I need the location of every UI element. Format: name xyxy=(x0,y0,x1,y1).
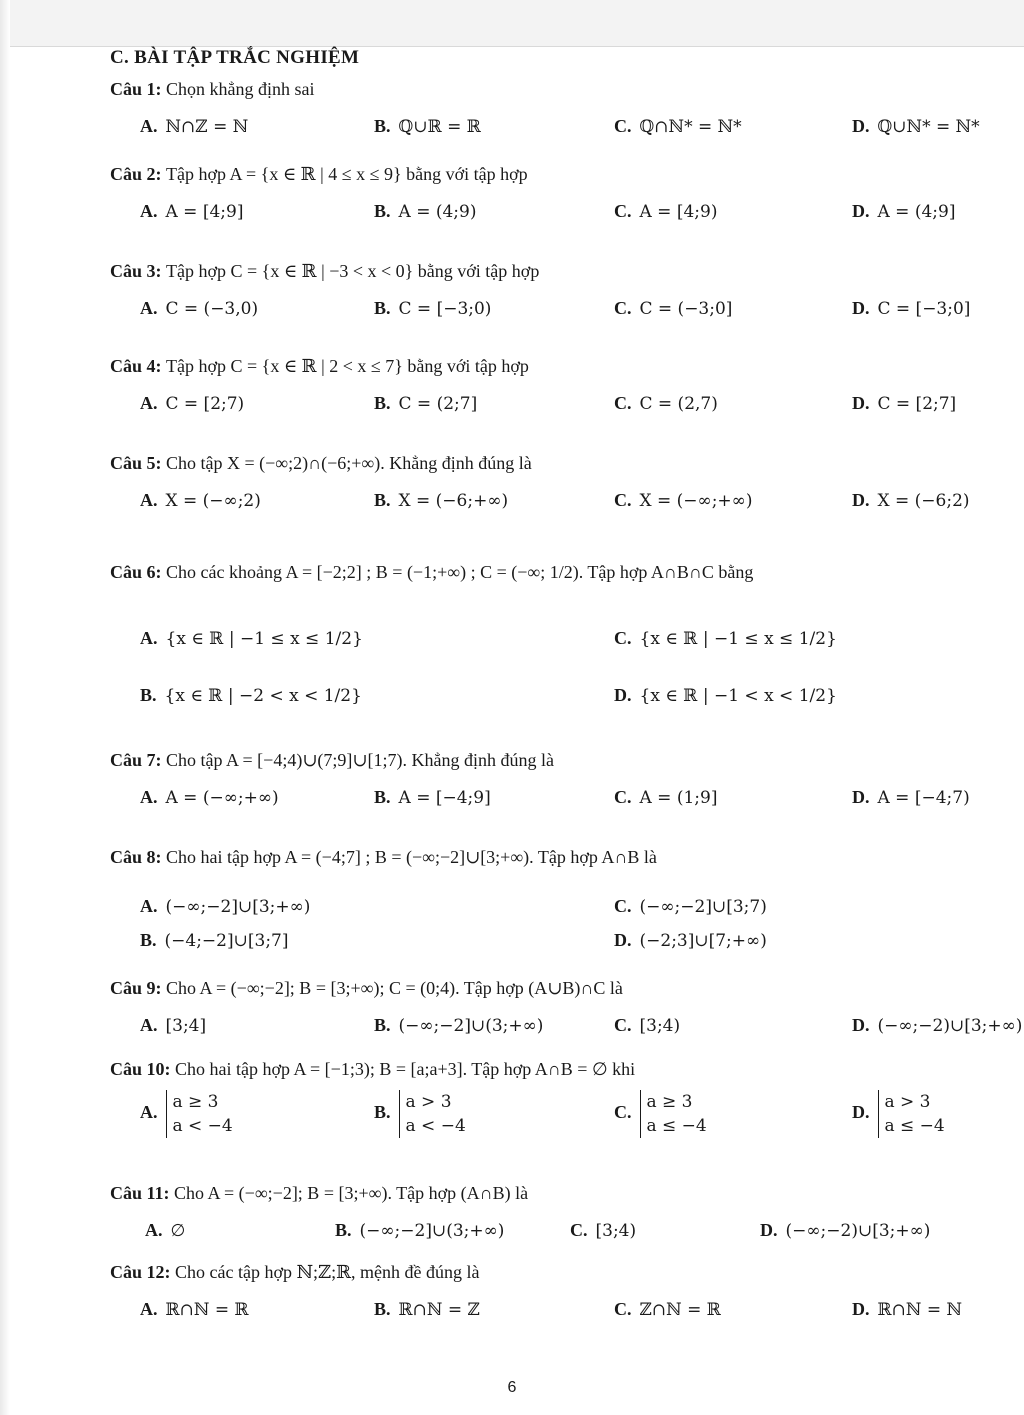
option-d[interactable] xyxy=(852,393,956,414)
option-label: B. xyxy=(374,1015,391,1035)
question-4 xyxy=(110,356,529,377)
option-label: A. xyxy=(140,1102,158,1123)
question-text: Tập hợp C = {x ∈ ℝ | −3 < x < 0} bằng với tập hợp xyxy=(166,261,540,281)
option-text: (−∞;−2]∪[3;7) xyxy=(639,897,767,917)
condition-line: a ≤ −4 xyxy=(884,1116,945,1136)
option-label: B. xyxy=(374,1299,391,1319)
option-bracket-system xyxy=(640,1090,707,1138)
option-a[interactable] xyxy=(140,1090,233,1138)
option-text: A = [4;9) xyxy=(639,202,718,222)
option-bracket-system xyxy=(166,1090,233,1138)
option-text: A = (1;9] xyxy=(639,788,718,808)
option-label: D. xyxy=(852,1015,870,1035)
option-text: X = (−6;2) xyxy=(877,491,970,511)
condition-line: a < −4 xyxy=(405,1116,466,1136)
option-text: A = (4;9) xyxy=(398,202,477,222)
option-label: D. xyxy=(852,201,870,221)
option-text: (−∞;−2]∪(3;+∞) xyxy=(359,1221,505,1241)
option-d[interactable] xyxy=(852,201,955,222)
question-text: Cho tập A = [−4;4)∪(7;9]∪[1;7). Khẳng định đúng là xyxy=(166,750,554,770)
page-number: 6 xyxy=(507,1379,517,1396)
option-text: (−∞;−2)∪[3;+∞) xyxy=(785,1221,931,1241)
option-text: ℚ∩ℕ* = ℕ* xyxy=(639,117,742,137)
option-a[interactable] xyxy=(140,201,243,222)
option-a[interactable] xyxy=(140,1299,249,1320)
question-7 xyxy=(110,750,554,771)
option-d[interactable] xyxy=(852,1090,945,1138)
option-label: C. xyxy=(614,628,632,648)
option-c[interactable] xyxy=(614,201,717,222)
option-b[interactable] xyxy=(335,1220,504,1241)
question-label: Câu 6: xyxy=(110,562,167,582)
option-d[interactable] xyxy=(852,787,970,808)
question-6 xyxy=(110,562,753,583)
option-c[interactable] xyxy=(614,1015,680,1036)
option-c[interactable] xyxy=(614,116,742,137)
question-text: Cho các tập hợp ℕ;ℤ;ℝ, mệnh đề đúng là xyxy=(175,1262,480,1282)
option-label: B. xyxy=(374,490,391,510)
option-label: B. xyxy=(335,1220,352,1240)
question-8 xyxy=(110,847,657,868)
option-label: D. xyxy=(852,393,870,413)
option-text: (−4;−2]∪[3;7] xyxy=(164,931,289,951)
option-text: A = [−4;7) xyxy=(877,788,970,808)
option-label: C. xyxy=(614,896,632,916)
option-label: D. xyxy=(852,490,870,510)
condition-line: a > 3 xyxy=(405,1092,452,1112)
question-text: Chọn khẳng định sai xyxy=(166,79,315,99)
option-text: ℚ∪ℕ* = ℕ* xyxy=(877,117,980,137)
option-d[interactable] xyxy=(852,298,970,319)
option-b[interactable] xyxy=(374,787,491,808)
option-label: C. xyxy=(614,201,632,221)
option-label: B. xyxy=(374,298,391,318)
option-a[interactable] xyxy=(145,1220,185,1241)
option-label: B. xyxy=(374,393,391,413)
option-text: [3;4] xyxy=(165,1016,207,1036)
option-c[interactable] xyxy=(614,1090,707,1138)
option-label: D. xyxy=(760,1220,778,1240)
option-d[interactable] xyxy=(852,116,980,137)
option-label: B. xyxy=(140,930,157,950)
option-d[interactable] xyxy=(760,1220,930,1241)
question-text: Cho hai tập hợp A = [−1;3); B = [a;a+3]. Tập hợp A∩B = ∅ khi xyxy=(175,1059,636,1079)
question-text: Cho hai tập hợp A = (−4;7] ; B = (−∞;−2]∪[3;+∞). Tập hợp A∩B là xyxy=(166,847,657,867)
option-text: (−∞;−2)∪[3;+∞) xyxy=(877,1016,1023,1036)
question-11 xyxy=(110,1183,528,1204)
option-b[interactable] xyxy=(140,685,362,706)
option-label: D. xyxy=(852,787,870,807)
option-c[interactable] xyxy=(614,393,718,414)
question-label: Câu 5: xyxy=(110,453,167,473)
option-label: C. xyxy=(614,1299,632,1319)
option-b[interactable] xyxy=(140,930,289,951)
option-label: A. xyxy=(140,201,158,221)
condition-line: a < −4 xyxy=(172,1116,233,1136)
option-text: {x ∈ ℝ | −2 < x < 1/2} xyxy=(164,686,362,706)
option-label: D. xyxy=(614,930,632,950)
question-label: Câu 10: xyxy=(110,1059,176,1079)
option-label: C. xyxy=(570,1220,588,1240)
option-text: ∅ xyxy=(170,1221,186,1241)
option-a[interactable] xyxy=(140,628,363,649)
option-label: A. xyxy=(140,298,158,318)
option-text: ℝ∩ℕ = ℤ xyxy=(398,1300,480,1320)
question-1 xyxy=(110,79,315,100)
option-label: C. xyxy=(614,1015,632,1035)
option-text: {x ∈ ℝ | −1 < x < 1/2} xyxy=(639,686,837,706)
question-text: Tập hợp C = {x ∈ ℝ | 2 < x ≤ 7} bằng với tập hợp xyxy=(166,356,529,376)
option-text: C = (2,7) xyxy=(639,394,718,414)
option-c[interactable] xyxy=(614,298,732,319)
option-text: (−∞;−2]∪[3;+∞) xyxy=(165,897,311,917)
question-label: Câu 2: xyxy=(110,164,167,184)
option-text: (−2;3]∪[7;+∞) xyxy=(639,931,767,951)
option-text: A = (−∞;+∞) xyxy=(165,788,279,808)
option-text: X = (−∞;+∞) xyxy=(639,491,753,511)
option-a[interactable] xyxy=(140,896,310,917)
condition-line: a > 3 xyxy=(884,1092,931,1112)
option-b[interactable] xyxy=(374,1015,543,1036)
option-label: A. xyxy=(140,628,158,648)
option-text: {x ∈ ℝ | −1 ≤ x ≤ 1/2} xyxy=(165,629,363,649)
option-text: C = (−3,0) xyxy=(165,299,259,319)
option-a[interactable] xyxy=(140,298,258,319)
option-label: B. xyxy=(374,787,391,807)
option-label: A. xyxy=(140,787,158,807)
question-text: Cho A = (−∞;−2]; B = [3;+∞). Tập hợp (A∩B) là xyxy=(174,1183,529,1203)
question-label: Câu 1: xyxy=(110,79,167,99)
question-9 xyxy=(110,978,623,999)
section-title: C. BÀI TẬP TRẮC NGHIỆM xyxy=(110,47,360,68)
option-b[interactable] xyxy=(374,201,476,222)
option-bracket-system xyxy=(399,1090,466,1138)
option-c[interactable] xyxy=(614,1299,721,1320)
option-label: D. xyxy=(852,1102,870,1123)
option-d[interactable] xyxy=(852,1015,1022,1036)
option-a[interactable] xyxy=(140,787,279,808)
option-b[interactable] xyxy=(374,116,481,137)
option-b[interactable] xyxy=(374,298,491,319)
option-text: A = (4;9] xyxy=(877,202,956,222)
question-2 xyxy=(110,164,528,185)
option-label: C. xyxy=(614,298,632,318)
option-b[interactable] xyxy=(374,1299,480,1320)
option-label: A. xyxy=(140,1299,158,1319)
option-text: A = [−4;9] xyxy=(398,788,491,808)
option-text: ℚ∪ℝ = ℝ xyxy=(398,117,481,137)
option-d[interactable] xyxy=(614,930,767,951)
question-text: Cho các khoảng A = [−2;2] ; B = (−1;+∞) ; C = (−∞; 1/2). Tập hợp A∩B∩C bằng xyxy=(166,562,754,582)
option-label: C. xyxy=(614,116,632,136)
option-text: [3;4) xyxy=(639,1016,681,1036)
option-c[interactable] xyxy=(614,896,767,917)
condition-line: a ≤ −4 xyxy=(646,1116,707,1136)
option-text: ℤ∩ℕ = ℝ xyxy=(639,1300,721,1320)
question-text: Cho A = (−∞;−2]; B = [3;+∞); C = (0;4). Tập hợp (A∪B)∩C là xyxy=(166,978,623,998)
condition-line: a ≥ 3 xyxy=(172,1092,219,1112)
option-label: C. xyxy=(614,1102,632,1123)
option-bracket-system xyxy=(878,1090,945,1138)
option-text: C = (2;7] xyxy=(398,394,478,414)
question-label: Câu 3: xyxy=(110,261,167,281)
option-a[interactable] xyxy=(140,490,261,511)
option-label: C. xyxy=(614,787,632,807)
question-12 xyxy=(110,1262,480,1283)
option-label: A. xyxy=(140,896,158,916)
option-c[interactable] xyxy=(614,628,837,649)
option-text: ℕ∩ℤ = ℕ xyxy=(165,117,249,137)
option-c[interactable] xyxy=(614,787,717,808)
option-text: (−∞;−2]∪(3;+∞) xyxy=(398,1016,544,1036)
page-left-edge xyxy=(0,0,10,1415)
option-text: ℝ∩ℕ = ℝ xyxy=(165,1300,249,1320)
option-label: A. xyxy=(140,116,158,136)
option-b[interactable] xyxy=(374,1090,466,1138)
option-text: ℝ∩ℕ = ℕ xyxy=(877,1300,963,1320)
condition-line: a ≥ 3 xyxy=(646,1092,693,1112)
viewer-top-bar xyxy=(0,0,1024,47)
option-text: C = [−3;0) xyxy=(398,299,492,319)
option-label: D. xyxy=(852,1299,870,1319)
option-c[interactable] xyxy=(570,1220,636,1241)
question-text: Cho tập X = (−∞;2)∩(−6;+∞). Khẳng định đúng là xyxy=(166,453,532,473)
option-a[interactable] xyxy=(140,1015,206,1036)
option-d[interactable] xyxy=(852,490,970,511)
option-text: X = (−∞;2) xyxy=(165,491,261,511)
option-c[interactable] xyxy=(614,490,752,511)
option-label: D. xyxy=(852,298,870,318)
option-a[interactable] xyxy=(140,116,248,137)
question-label: Câu 12: xyxy=(110,1262,176,1282)
question-label: Câu 8: xyxy=(110,847,167,867)
option-label: C. xyxy=(614,393,632,413)
question-3 xyxy=(110,261,539,282)
question-label: Câu 11: xyxy=(110,1183,175,1203)
question-5 xyxy=(110,453,532,474)
option-text: C = [−3;0] xyxy=(877,299,971,319)
option-label: A. xyxy=(145,1220,163,1240)
option-label: B. xyxy=(140,685,157,705)
option-label: A. xyxy=(140,490,158,510)
option-label: D. xyxy=(852,116,870,136)
option-b[interactable] xyxy=(374,393,477,414)
option-label: D. xyxy=(614,685,632,705)
question-label: Câu 4: xyxy=(110,356,167,376)
option-label: B. xyxy=(374,1102,391,1123)
option-label: A. xyxy=(140,393,158,413)
option-d[interactable] xyxy=(614,685,837,706)
option-label: B. xyxy=(374,201,391,221)
option-text: {x ∈ ℝ | −1 ≤ x ≤ 1/2} xyxy=(639,629,837,649)
option-text: C = [2;7) xyxy=(165,394,245,414)
option-text: X = (−6;+∞) xyxy=(398,491,509,511)
question-label: Câu 9: xyxy=(110,978,167,998)
question-10 xyxy=(110,1059,635,1080)
option-text: C = (−3;0] xyxy=(639,299,733,319)
question-label: Câu 7: xyxy=(110,750,167,770)
option-text: C = [2;7] xyxy=(877,394,957,414)
option-d[interactable] xyxy=(852,1299,962,1320)
option-text: A = [4;9] xyxy=(165,202,244,222)
option-text: [3;4) xyxy=(595,1221,637,1241)
question-text: Tập hợp A = {x ∈ ℝ | 4 ≤ x ≤ 9} bằng với tập hợp xyxy=(166,164,528,184)
option-b[interactable] xyxy=(374,490,508,511)
option-label: C. xyxy=(614,490,632,510)
option-label: A. xyxy=(140,1015,158,1035)
option-a[interactable] xyxy=(140,393,244,414)
option-label: B. xyxy=(374,116,391,136)
